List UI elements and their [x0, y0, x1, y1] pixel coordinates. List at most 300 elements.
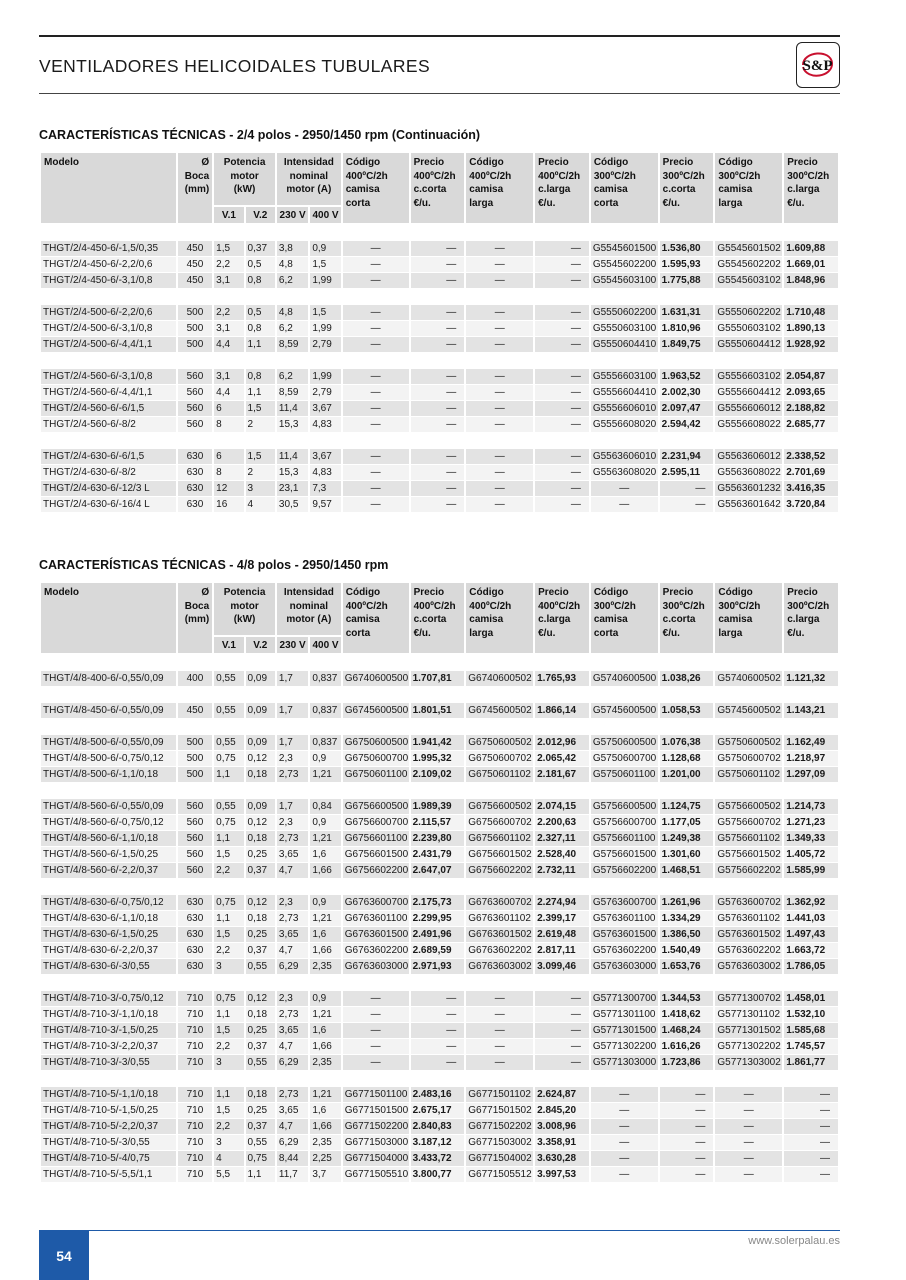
- table-cell: 560: [178, 847, 212, 863]
- table-cell: G5750600700: [591, 751, 658, 767]
- table-cell: 6,29: [277, 959, 308, 975]
- table-cell: G6771501102: [466, 1087, 533, 1103]
- header-line: corta: [345, 197, 371, 209]
- table-cell: —: [411, 241, 465, 257]
- table-cell: 0,55: [214, 735, 243, 751]
- header-line: corta: [593, 197, 619, 209]
- table-cell: 5,5: [214, 1167, 243, 1183]
- table-cell: 1.162,49: [784, 735, 838, 751]
- table-cell: 1.616,26: [660, 1039, 714, 1055]
- table-cell: G5545603102: [715, 273, 782, 289]
- table-cell: G5550603100: [591, 321, 658, 337]
- table-cell: G5756602202: [715, 863, 782, 879]
- table-cell: —: [466, 481, 533, 497]
- table-cell: —: [535, 497, 589, 513]
- table-cell: THGT/4/8-630-6/-1,1/0,18: [41, 911, 176, 927]
- table-cell: G5771303002: [715, 1055, 782, 1071]
- table-cell: THGT/4/8-560-6/-0,75/0,12: [41, 815, 176, 831]
- table-cell: 500: [178, 735, 212, 751]
- table-cell: G5563601232: [715, 481, 782, 497]
- table-cell: —: [411, 273, 465, 289]
- section-title-4-8: CARACTERÍSTICAS TÉCNICAS - 4/8 polos - 2950/1450 rpm: [39, 558, 389, 572]
- table-row: [41, 1087, 838, 1103]
- table-cell: 2.624,87: [535, 1087, 589, 1103]
- header-line: Ø: [201, 157, 210, 168]
- table-cell: 1,5: [214, 241, 243, 257]
- table-cell: 4,4: [214, 385, 243, 401]
- table-cell: 2.327,11: [535, 831, 589, 847]
- table-cell: 0,9: [310, 991, 340, 1007]
- table-cell: —: [660, 481, 714, 497]
- table-cell: 2,3: [277, 815, 308, 831]
- header-line: Ø: [201, 587, 210, 598]
- col-v2: V.2: [246, 205, 275, 223]
- table-cell: G5756600502: [715, 799, 782, 815]
- table-cell: —: [343, 449, 409, 465]
- col-codigo-400-larga: [466, 583, 533, 653]
- table-cell: G6763600700: [343, 895, 409, 911]
- table-cell: —: [535, 241, 589, 257]
- table-cell: 1,6: [310, 847, 340, 863]
- table-cell: 1.362,92: [784, 895, 838, 911]
- table-cell: 710: [178, 1039, 212, 1055]
- table-cell: 8: [214, 417, 243, 433]
- table-cell: —: [343, 273, 409, 289]
- table-cell: 2.528,40: [535, 847, 589, 863]
- table-cell: 1,5: [310, 305, 340, 321]
- table-cell: 1,1: [214, 1087, 243, 1103]
- table-cell: 1.995,32: [411, 751, 465, 767]
- header-line: Código: [345, 157, 381, 168]
- header-line: Precio: [538, 157, 569, 168]
- table-cell: —: [343, 417, 409, 433]
- table-cell: 3.358,91: [535, 1135, 589, 1151]
- header-line: Código: [718, 157, 753, 168]
- table-cell: 0,55: [214, 799, 243, 815]
- table-cell: 2: [246, 465, 275, 481]
- table-cell: 1,66: [310, 863, 340, 879]
- table-cell: —: [715, 1103, 782, 1119]
- table-cell: 2.074,15: [535, 799, 589, 815]
- table-cell: 15,3: [277, 417, 308, 433]
- table-cell: G5550604412: [715, 337, 782, 353]
- header-line: c.corta: [662, 184, 696, 195]
- table-row: [41, 991, 838, 1007]
- table-row: [41, 1135, 838, 1151]
- table-cell: G5545603100: [591, 273, 658, 289]
- table-cell: G6756600702: [466, 815, 533, 831]
- col-230v: 230 V: [277, 205, 308, 223]
- table-row: [41, 465, 838, 481]
- table-cell: 1.532,10: [784, 1007, 838, 1023]
- table-cell: 1,21: [310, 1087, 340, 1103]
- table-cell: THGT/4/8-710-5/-1,5/0,25: [41, 1103, 176, 1119]
- table-row: [41, 911, 838, 927]
- table-cell: —: [466, 305, 533, 321]
- table-cell: 2,73: [277, 1087, 308, 1103]
- table-cell: 1,1: [246, 385, 275, 401]
- table-row: [41, 241, 838, 257]
- col-400v: 400 V: [310, 635, 340, 653]
- table-cell: 2.845,20: [535, 1103, 589, 1119]
- header-top-rule: [39, 35, 840, 37]
- table-cell: G5750600702: [715, 751, 782, 767]
- table-cell: —: [660, 1119, 714, 1135]
- table-cell: 710: [178, 1055, 212, 1071]
- table-cell: 1,5: [214, 1023, 243, 1039]
- table-cell: 0,5: [246, 305, 275, 321]
- table-cell: 0,25: [246, 1023, 275, 1039]
- table-cell: 1.441,03: [784, 911, 838, 927]
- table-cell: THGT/4/8-560-6/-1,1/0,18: [41, 831, 176, 847]
- table-cell: —: [411, 1007, 465, 1023]
- table-cell: —: [591, 497, 658, 513]
- table-cell: G5771301500: [591, 1023, 658, 1039]
- table-cell: 1.745,57: [784, 1039, 838, 1055]
- table-cell: 0,37: [246, 1039, 275, 1055]
- table-cell: G5763600700: [591, 895, 658, 911]
- table-cell: 6,2: [277, 369, 308, 385]
- table-cell: 3,65: [277, 847, 308, 863]
- table-cell: 1,99: [310, 369, 340, 385]
- table-cell: 560: [178, 831, 212, 847]
- table-cell: G5756600500: [591, 799, 658, 815]
- table-row: [41, 799, 838, 815]
- table-cell: THGT/4/8-560-6/-0,55/0,09: [41, 799, 176, 815]
- table-cell: 1.076,38: [660, 735, 714, 751]
- table-cell: —: [343, 1023, 409, 1039]
- table-cell: 450: [178, 703, 212, 719]
- table-cell: 1.143,21: [784, 703, 838, 719]
- table-cell: 0,8: [246, 273, 275, 289]
- table-cell: THGT/2/4-500-6/-3,1/0,8: [41, 321, 176, 337]
- table-cell: 630: [178, 927, 212, 943]
- table-cell: 1.941,42: [411, 735, 465, 751]
- table-cell: —: [343, 1055, 409, 1071]
- table-cell: THGT/4/8-500-6/-0,75/0,12: [41, 751, 176, 767]
- table-cell: 1.261,96: [660, 895, 714, 911]
- header-line: camisa: [469, 614, 504, 625]
- table-cell: —: [343, 1007, 409, 1023]
- table-cell: 2.595,11: [660, 465, 714, 481]
- table-cell: —: [535, 273, 589, 289]
- table-cell: 6,2: [277, 321, 308, 337]
- table-cell: —: [466, 385, 533, 401]
- table-cell: —: [535, 305, 589, 321]
- table-cell: 2,35: [310, 959, 340, 975]
- table-cell: —: [466, 417, 533, 433]
- table-cell: G5763602200: [591, 943, 658, 959]
- table-cell: —: [411, 1023, 465, 1039]
- header-line: c.larga: [538, 614, 571, 625]
- table-cell: 500: [178, 321, 212, 337]
- table-cell: 1.786,05: [784, 959, 838, 975]
- table-cell: 2,35: [310, 1055, 340, 1071]
- table-cell: G6756601502: [466, 847, 533, 863]
- table-cell: 0,9: [310, 895, 340, 911]
- table-cell: 3: [214, 1135, 243, 1151]
- table-cell: —: [466, 273, 533, 289]
- table-cell: 0,18: [246, 1087, 275, 1103]
- table-cell: 2,2: [214, 1119, 243, 1135]
- table-cell: 2.685,77: [784, 417, 838, 433]
- table-cell: G6740600502: [466, 671, 533, 687]
- table-cell: —: [411, 401, 465, 417]
- table-cell: 0,8: [246, 369, 275, 385]
- table-cell: G6771501500: [343, 1103, 409, 1119]
- table-cell: 1.334,29: [660, 911, 714, 927]
- table-cell: G5763601502: [715, 927, 782, 943]
- table-cell: 4,7: [277, 1039, 308, 1055]
- table-cell: 1.989,39: [411, 799, 465, 815]
- table-cell: 2,73: [277, 911, 308, 927]
- group-spacer: [41, 783, 838, 799]
- table-cell: 1.249,38: [660, 831, 714, 847]
- header-line: c.corta: [662, 614, 696, 625]
- table-cell: 2.689,59: [411, 943, 465, 959]
- table-cell: G6756602200: [343, 863, 409, 879]
- table-cell: 1.585,68: [784, 1023, 838, 1039]
- table-row: [41, 449, 838, 465]
- table-cell: 1.765,93: [535, 671, 589, 687]
- table-cell: THGT/4/8-710-5/-4/0,75: [41, 1151, 176, 1167]
- header-line: (mm): [184, 184, 210, 195]
- table-cell: 2.012,96: [535, 735, 589, 751]
- table-cell: G5756601502: [715, 847, 782, 863]
- table-cell: 12: [214, 481, 243, 497]
- table-cell: 11,4: [277, 449, 308, 465]
- header-line: 300ºC/2h: [662, 170, 705, 182]
- table-cell: —: [411, 337, 465, 353]
- website-link[interactable]: www.solerpalau.es: [748, 1235, 840, 1247]
- table-cell: 3.997,53: [535, 1167, 589, 1183]
- table-cell: THGT/4/8-560-6/-1,5/0,25: [41, 847, 176, 863]
- table-cell: —: [343, 257, 409, 273]
- header-line: nominal: [289, 170, 328, 182]
- table-cell: —: [411, 385, 465, 401]
- header-line: corta: [345, 627, 371, 639]
- header-line: Precio: [787, 157, 818, 168]
- header-line: Boca: [184, 170, 210, 182]
- group-spacer: [41, 223, 838, 241]
- table-cell: 1.124,75: [660, 799, 714, 815]
- table-cell: 1.058,53: [660, 703, 714, 719]
- col-codigo-300-corta: [591, 153, 658, 223]
- table-cell: 2.093,65: [784, 385, 838, 401]
- table-cell: THGT/4/8-710-5/-1,1/0,18: [41, 1087, 176, 1103]
- col-codigo-400-larga: [466, 153, 533, 223]
- table-cell: 2,2: [214, 257, 243, 273]
- table-cell: 3: [246, 481, 275, 497]
- table-cell: 560: [178, 417, 212, 433]
- table-cell: —: [535, 1039, 589, 1055]
- header-line: motor (A): [286, 184, 332, 195]
- table-row: [41, 671, 838, 687]
- table-cell: 450: [178, 241, 212, 257]
- table-cell: 0,75: [246, 1151, 275, 1167]
- table-cell: G6750600702: [466, 751, 533, 767]
- table-cell: —: [411, 1039, 465, 1055]
- table-cell: 2.054,87: [784, 369, 838, 385]
- header-line: €/u.: [787, 627, 805, 639]
- table-cell: —: [715, 1087, 782, 1103]
- table-row: [41, 847, 838, 863]
- table-cell: G5756602200: [591, 863, 658, 879]
- table-cell: G5771303000: [591, 1055, 658, 1071]
- table-cell: —: [535, 1007, 589, 1023]
- col-precio-400-corta: [411, 583, 465, 653]
- table-cell: G5771302200: [591, 1039, 658, 1055]
- table-cell: 3,1: [214, 321, 243, 337]
- sp-logo: [796, 42, 840, 88]
- table-cell: G5563601642: [715, 497, 782, 513]
- table-cell: 2.002,30: [660, 385, 714, 401]
- table-cell: 0,12: [246, 991, 275, 1007]
- header-line: Código: [593, 157, 629, 168]
- table-cell: G5556606010: [591, 401, 658, 417]
- table-cell: 500: [178, 767, 212, 783]
- table-cell: 3.433,72: [411, 1151, 465, 1167]
- table-cell: 1.849,75: [660, 337, 714, 353]
- table-cell: G6771504002: [466, 1151, 533, 1167]
- table-row: [41, 1167, 838, 1183]
- table-cell: THGT/4/8-400-6/-0,55/0,09: [41, 671, 176, 687]
- table-cell: 1,5: [246, 449, 275, 465]
- header-line: (kW): [233, 614, 256, 625]
- table-cell: —: [591, 481, 658, 497]
- table-cell: 0,8: [246, 321, 275, 337]
- table-row: [41, 337, 838, 353]
- table-cell: —: [784, 1103, 838, 1119]
- table-cell: 2.647,07: [411, 863, 465, 879]
- table-cell: —: [591, 1103, 658, 1119]
- table-cell: G6756600502: [466, 799, 533, 815]
- table-cell: G5556608020: [591, 417, 658, 433]
- table-cell: 4,83: [310, 417, 340, 433]
- table-cell: 0,37: [246, 241, 275, 257]
- header-line: Código: [593, 587, 629, 598]
- table-cell: 0,75: [214, 895, 243, 911]
- table-cell: 2,2: [214, 305, 243, 321]
- table-cell: G5771300702: [715, 991, 782, 1007]
- table-cell: THGT/2/4-560-6/-4,4/1,1: [41, 385, 176, 401]
- table-cell: G5556604410: [591, 385, 658, 401]
- group-spacer: [41, 353, 838, 369]
- table-cell: 2.817,11: [535, 943, 589, 959]
- table-cell: 30,5: [277, 497, 308, 513]
- table-cell: 1.497,43: [784, 927, 838, 943]
- table-cell: 1,1: [246, 1167, 275, 1183]
- table-cell: 8,44: [277, 1151, 308, 1167]
- table-cell: 450: [178, 273, 212, 289]
- table-cell: G5563606010: [591, 449, 658, 465]
- table-cell: —: [660, 1135, 714, 1151]
- table-cell: G5545601502: [715, 241, 782, 257]
- table-cell: 3,1: [214, 273, 243, 289]
- col-boca: [178, 153, 212, 223]
- table-cell: G5763601500: [591, 927, 658, 943]
- header-line: camisa: [718, 184, 753, 195]
- table-cell: —: [660, 1167, 714, 1183]
- table-cell: —: [411, 369, 465, 385]
- table-row: [41, 767, 838, 783]
- header-line: €/u.: [413, 627, 431, 639]
- table-cell: 2.181,67: [535, 767, 589, 783]
- table-row: [41, 927, 838, 943]
- header-line: 400ºC/2h: [345, 600, 388, 612]
- table-row: [41, 1007, 838, 1023]
- table-cell: —: [343, 991, 409, 1007]
- table-cell: —: [535, 991, 589, 1007]
- table-cell: G6771504000: [343, 1151, 409, 1167]
- table-cell: 0,12: [246, 751, 275, 767]
- table-cell: G6756600700: [343, 815, 409, 831]
- table-cell: 2,2: [214, 863, 243, 879]
- table-cell: 3,1: [214, 369, 243, 385]
- table-cell: G6771503002: [466, 1135, 533, 1151]
- table-cell: 0,837: [310, 703, 340, 719]
- table-cell: —: [466, 241, 533, 257]
- table-cell: —: [343, 385, 409, 401]
- table-cell: —: [535, 369, 589, 385]
- col-precio-400-larga: [535, 153, 589, 223]
- table-cell: 560: [178, 369, 212, 385]
- table-cell: —: [535, 401, 589, 417]
- table-cell: G6756600500: [343, 799, 409, 815]
- table-cell: G5771300700: [591, 991, 658, 1007]
- table-cell: 4,7: [277, 863, 308, 879]
- header-line: Intensidad: [283, 157, 334, 168]
- table-cell: 8,59: [277, 385, 308, 401]
- table-cell: G6763601102: [466, 911, 533, 927]
- table-cell: —: [715, 1119, 782, 1135]
- header-line: 300ºC/2h: [718, 170, 761, 182]
- table-cell: 630: [178, 449, 212, 465]
- header-line: c.larga: [538, 184, 571, 195]
- table-cell: 0,12: [246, 895, 275, 911]
- table-cell: 500: [178, 751, 212, 767]
- table-cell: 1,66: [310, 943, 340, 959]
- table-cell: 2.274,94: [535, 895, 589, 911]
- table-cell: G6771502200: [343, 1119, 409, 1135]
- table-cell: 2,79: [310, 337, 340, 353]
- table-cell: 2.701,69: [784, 465, 838, 481]
- table-cell: 4,7: [277, 1119, 308, 1135]
- table-cell: 0,37: [246, 863, 275, 879]
- table-cell: 2.483,16: [411, 1087, 465, 1103]
- header-line: c.corta: [413, 184, 447, 195]
- table-cell: THGT/2/4-500-6/-2,2/0,6: [41, 305, 176, 321]
- svg-text:S&P: S&P: [802, 58, 833, 74]
- table-cell: —: [466, 497, 533, 513]
- table-cell: 1.775,88: [660, 273, 714, 289]
- table-cell: 1,1: [214, 911, 243, 927]
- table-cell: 1.595,93: [660, 257, 714, 273]
- table-cell: 0,25: [246, 1103, 275, 1119]
- table-cell: THGT/4/8-710-3/-1,1/0,18: [41, 1007, 176, 1023]
- header-line: Intensidad: [283, 587, 334, 598]
- table-cell: THGT/4/8-560-6/-2,2/0,37: [41, 863, 176, 879]
- table-cell: G5550602200: [591, 305, 658, 321]
- table-cell: —: [411, 481, 465, 497]
- table-cell: —: [660, 1151, 714, 1167]
- table-cell: —: [591, 1135, 658, 1151]
- header-line: Potencia: [223, 587, 266, 598]
- table-cell: G5563606012: [715, 449, 782, 465]
- table-cell: 3.630,28: [535, 1151, 589, 1167]
- table-cell: 560: [178, 799, 212, 815]
- table-cell: 1,66: [310, 1039, 340, 1055]
